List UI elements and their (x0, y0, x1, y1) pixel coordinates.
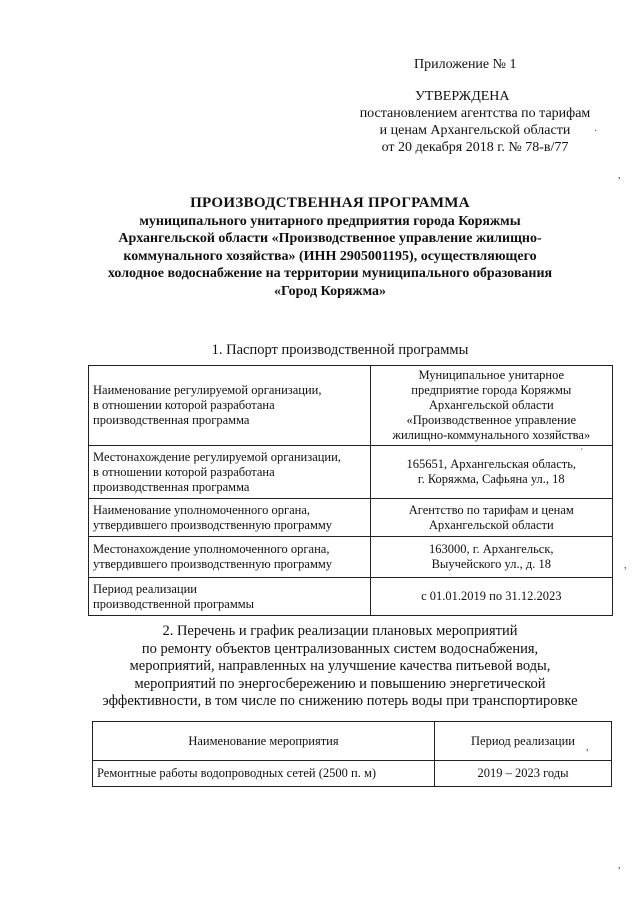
label-line: Наименование регулируемой организации, (93, 383, 322, 397)
passport-label (89, 446, 371, 499)
value-line: Агентство по тарифам и ценам (408, 502, 574, 517)
passport-value (370, 446, 612, 499)
label-line: Период реализации (93, 581, 197, 596)
passport-value (370, 537, 612, 578)
value-line: жилищно-коммунального хозяйства» (392, 428, 591, 442)
scan-mark: · (594, 126, 598, 137)
value-line: Архангельской области (428, 398, 554, 412)
table-row (89, 446, 613, 499)
title-line: муниципального унитарного предприятия города Коряжмы (139, 213, 521, 229)
passport-value (370, 499, 612, 537)
label-line: производственной программы (93, 596, 255, 611)
label-line: Наименование уполномоченного органа, (93, 502, 310, 517)
approval-details (330, 105, 620, 156)
scan-mark: , (618, 170, 621, 181)
title-line: холодное водоснабжение на территории муниципального образования (107, 266, 553, 281)
value-line: предприятие города Коряжмы (411, 383, 572, 397)
title-line: «Город Коряжма» (273, 283, 387, 299)
document-title (80, 195, 580, 300)
passport-value (370, 578, 612, 616)
passport-label (89, 366, 371, 446)
measures-table (92, 721, 612, 787)
title-line: коммунального хозяйства» (ИНН 2905001195), осуществляющего (123, 248, 537, 264)
passport-label (89, 499, 371, 537)
label-line: в отношении которой разработана (93, 398, 275, 412)
approval-line: постановлением агентства по тарифам (359, 106, 591, 121)
title-subtitle (80, 213, 580, 301)
heading-line: мероприятий, направленных на улучшение качества питьевой воды, (129, 658, 551, 674)
value-line: Выучейского ул., д. 18 (431, 557, 551, 571)
value-line: 163000, г. Архангельск, (429, 542, 554, 556)
passport-label (89, 537, 371, 578)
column-header-measure: Наименование мероприятия (93, 722, 435, 761)
value-line: «Производственное управление (406, 413, 577, 427)
label-line: утвердившего производственную программу (93, 557, 333, 571)
measure-name-cell: Ремонтные работы водопроводных сетей (2500 п. м) (93, 761, 435, 787)
heading-line: мероприятий по энергосбережению и повышению энергетической (134, 675, 546, 692)
approval-line: и ценам Архангельской области (379, 123, 571, 138)
value-line: г. Коряжма, Сафьяна ул., 18 (417, 472, 565, 486)
value-line: с 01.01.2019 по 31.12.2023 (421, 589, 562, 603)
value-line: Муниципальное унитарное (418, 368, 565, 382)
table-row (89, 499, 613, 537)
measure-period-cell: 2019 – 2023 годы (434, 761, 611, 787)
label-line: в отношении которой разработана (93, 464, 275, 479)
table-row (89, 366, 613, 446)
scan-mark: , (586, 742, 589, 753)
title-main: ПРОИЗВОДСТВЕННАЯ ПРОГРАММА (190, 195, 470, 211)
table-row (89, 578, 613, 616)
table-row (89, 537, 613, 578)
appendix-number: Приложение № 1 (414, 57, 517, 72)
label-line: утвердившего производственную программу (93, 517, 333, 532)
label-line: производственная программа (93, 479, 250, 494)
label-line: Местонахождение уполномоченного органа, (93, 542, 330, 556)
scan-mark: , (618, 860, 621, 871)
approval-line: от 20 декабря 2018 г. № 78-в/77 (381, 140, 569, 155)
title-line: Архангельской области «Производственное управление жилищно- (118, 231, 542, 246)
column-header-period: Период реализации (434, 722, 611, 761)
label-line: производственная программа (93, 413, 250, 427)
table-header-row (93, 722, 612, 761)
value-line: 165651, Архангельская область, (406, 457, 577, 471)
value-line: Архангельской области (428, 517, 554, 532)
passport-label (89, 578, 371, 616)
heading-line: по ремонту объектов централизованных систем водоснабжения, (141, 640, 539, 657)
section2-heading (60, 623, 620, 711)
section1-heading: 1. Паспорт производственной программы (211, 342, 469, 358)
table-row (93, 761, 612, 787)
label-line: Местонахождение регулируемой организации, (93, 449, 341, 464)
heading-line: 2. Перечень и график реализации плановых мероприятий (162, 623, 518, 639)
passport-table (88, 365, 613, 616)
scan-mark: ´ (580, 448, 584, 459)
heading-line: эффективности, в том числе по снижению потерь воды при транспортировке (102, 693, 578, 709)
scan-mark: , (624, 560, 627, 571)
approved-label: УТВЕРЖДЕНА (415, 89, 510, 104)
passport-value (370, 366, 612, 446)
